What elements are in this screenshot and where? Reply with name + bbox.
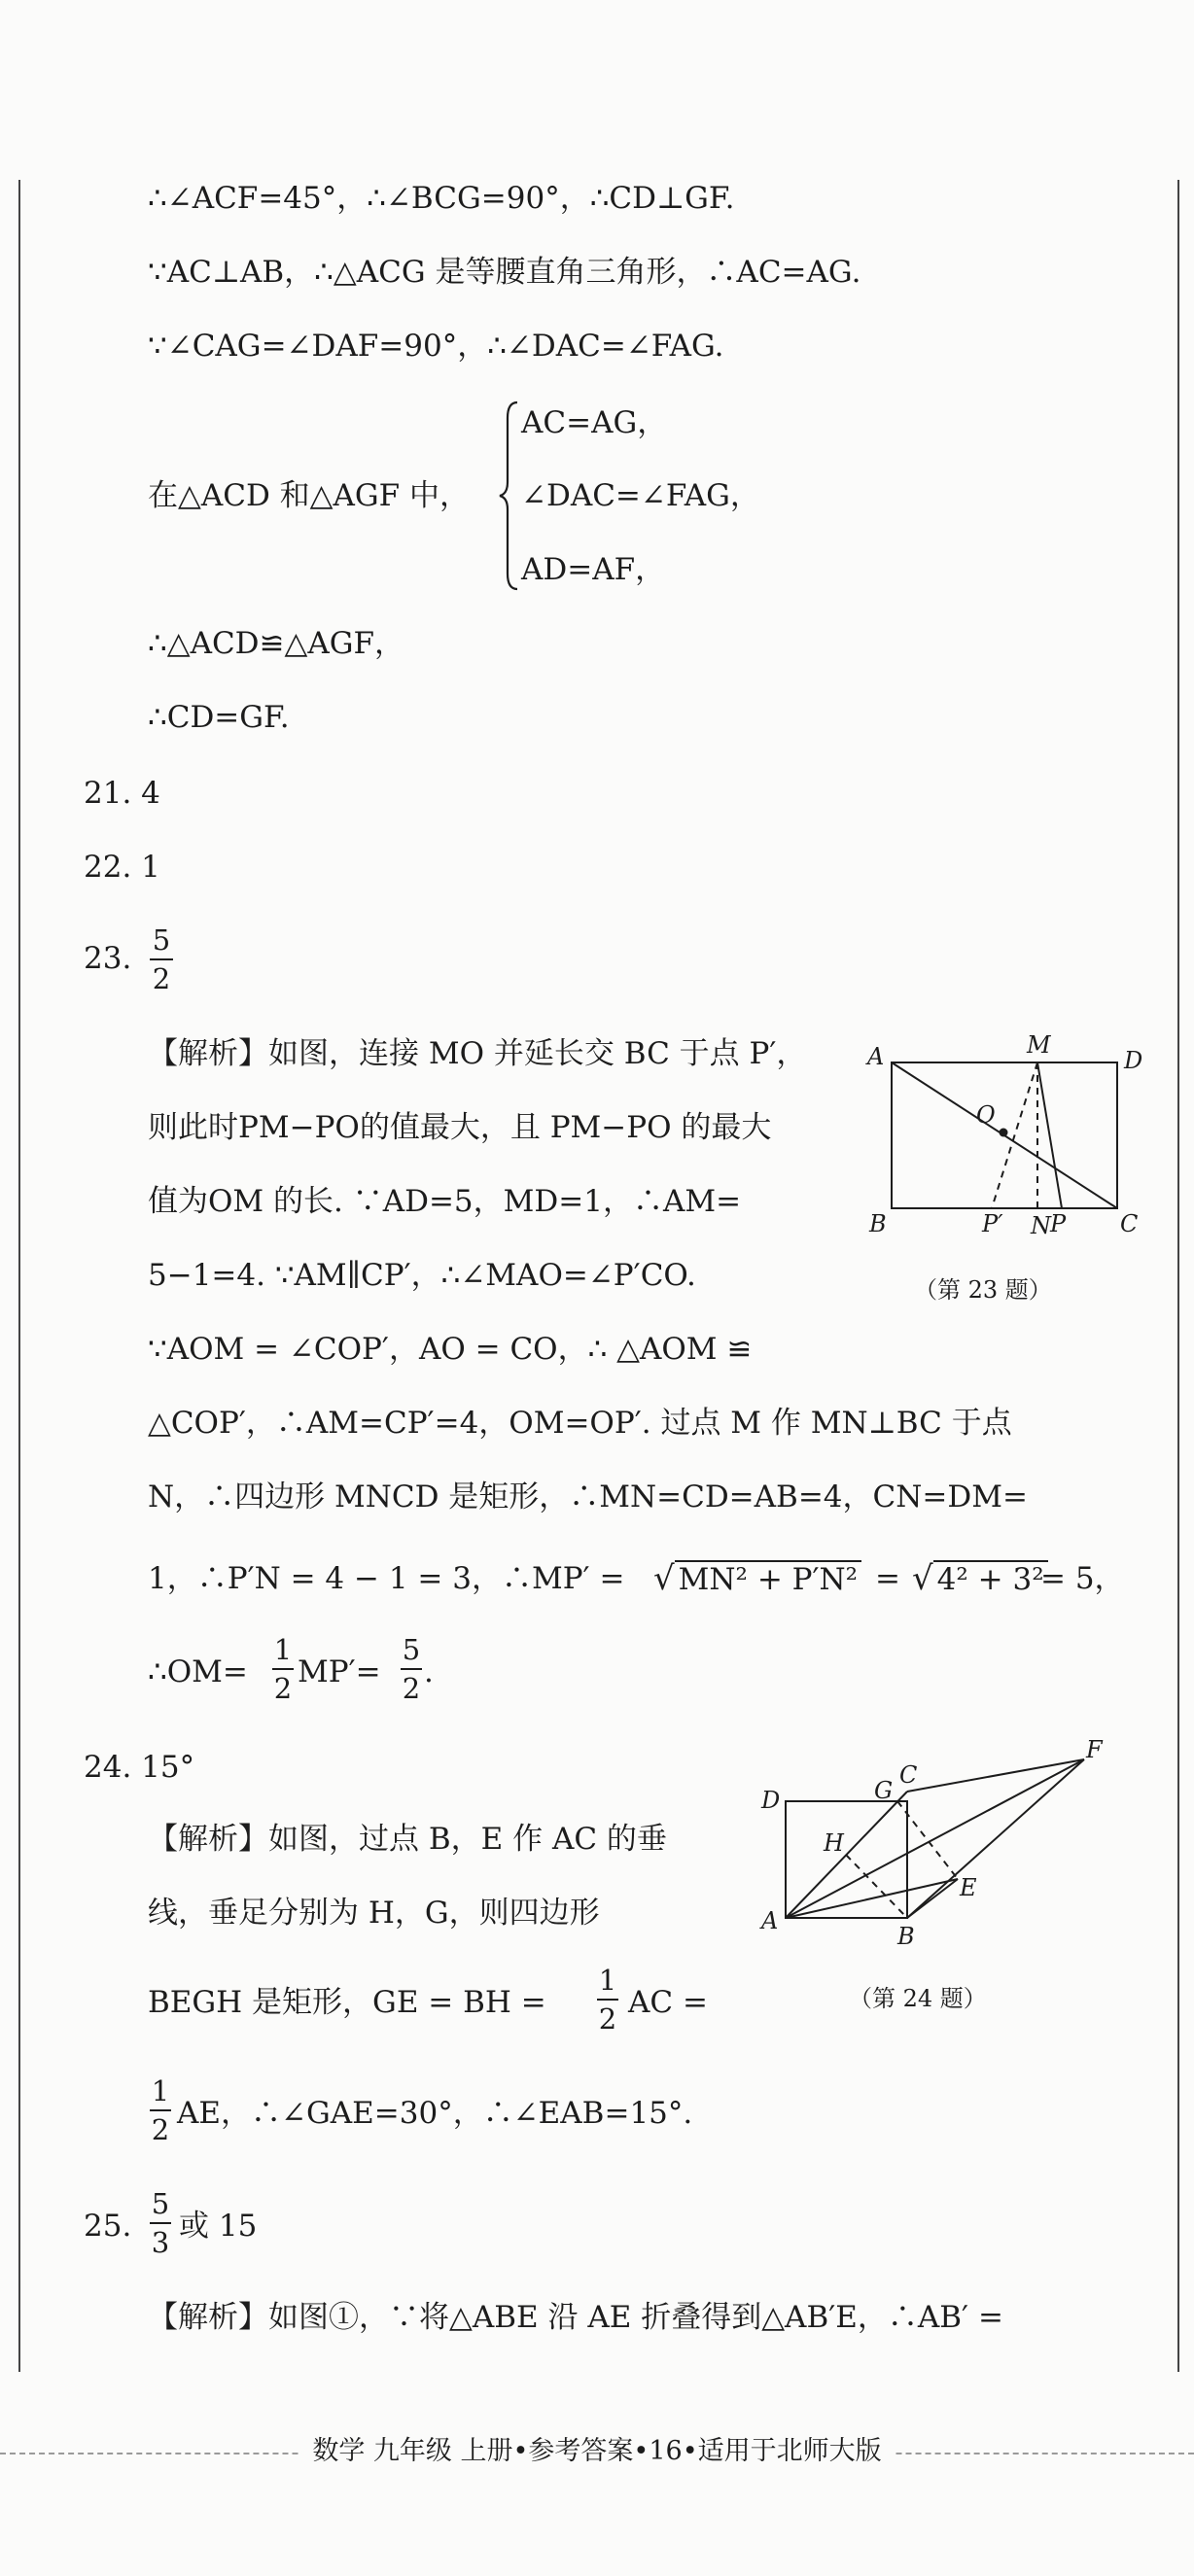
fraction-half bbox=[150, 2074, 171, 2146]
label-e: E bbox=[960, 1874, 977, 1901]
solution-23-line-2: 则此时PM−PO的值最大，且 PM−PO 的最大 bbox=[148, 1110, 772, 1145]
figure-23-caption: （第 23 题） bbox=[914, 1276, 1052, 1304]
point-o bbox=[1000, 1129, 1008, 1137]
denominator: 2 bbox=[151, 2113, 170, 2146]
numerator: 5 bbox=[151, 2187, 170, 2220]
answer-21: 21. 4 bbox=[84, 776, 160, 811]
label-h: H bbox=[824, 1829, 844, 1857]
system-prefix: 在△ACD 和△AGF 中， bbox=[148, 478, 471, 513]
brace-icon bbox=[498, 399, 521, 593]
label-d: D bbox=[761, 1787, 781, 1814]
solution-24-line-3a: BEGH 是矩形，GE = BH = bbox=[148, 1985, 546, 2020]
label-a: A bbox=[761, 1907, 779, 1934]
solution-24-line-3b: AC = bbox=[628, 1985, 708, 2020]
numerator: 5 bbox=[402, 1633, 421, 1666]
equals-sign: = bbox=[875, 1561, 900, 1596]
label-b: B bbox=[869, 1210, 887, 1237]
fraction-five-halves bbox=[401, 1633, 422, 1705]
solution-23-line-8a: 1，∴P′N = 4 − 1 = 3，∴MP′ = bbox=[148, 1561, 625, 1596]
system-line-1: AC=AG， bbox=[521, 405, 668, 440]
text-line-6: ∴CD=GF. bbox=[148, 700, 290, 735]
sqrt-expression-2: √ 4² + 3² bbox=[912, 1559, 1048, 1599]
answer-25-fraction bbox=[150, 2187, 171, 2259]
label-b: B bbox=[897, 1923, 915, 1950]
sqrt-expression-1: √ MN² + P′N² bbox=[653, 1559, 861, 1599]
solution-23-line-6: △COP′，∴AM=CP′=4，OM=OP′. 过点 M 作 MN⊥BC 于点 bbox=[148, 1406, 1012, 1441]
answer-25-text: 或 15 bbox=[179, 2209, 258, 2244]
solution-25-line-1: 【解析】如图①，∵将△ABE 沿 AE 折叠得到△AB′E，∴AB′ = bbox=[148, 2300, 1003, 2335]
solution-23-line-9a: ∴OM= bbox=[148, 1654, 248, 1689]
label-m: M bbox=[1027, 1031, 1051, 1059]
text-line-5: ∴△ACD≌△AGF， bbox=[148, 626, 404, 661]
answer-24: 24. 15° bbox=[84, 1750, 195, 1785]
denominator: 2 bbox=[273, 1672, 293, 1705]
numerator: 1 bbox=[598, 1964, 617, 1997]
text-line-3: ∵∠CAG=∠DAF=90°，∴∠DAC=∠FAG. bbox=[148, 329, 724, 364]
numerator: 1 bbox=[151, 2074, 170, 2107]
label-o: O bbox=[976, 1101, 996, 1129]
solution-24-line-2: 线，垂足分别为 H，G，则四边形 bbox=[148, 1896, 600, 1931]
radicand-2: 4² + 3² bbox=[933, 1560, 1048, 1597]
answer-22: 22. 1 bbox=[84, 850, 160, 885]
answer-23-number: 23. bbox=[84, 941, 132, 976]
solution-23-line-5: ∵AOM = ∠COP′，AO = CO，∴ △AOM ≌ bbox=[148, 1332, 753, 1367]
system-line-2: ∠DAC=∠FAG， bbox=[521, 478, 760, 513]
label-c: C bbox=[1120, 1210, 1139, 1237]
fraction-half bbox=[272, 1633, 294, 1705]
solution-24-line-1: 【解析】如图，过点 B，E 作 AC 的垂 bbox=[148, 1822, 667, 1857]
solution-23-line-4: 5−1=4. ∵AM∥CP′，∴∠MAO=∠P′CO. bbox=[148, 1258, 696, 1293]
page-footer bbox=[0, 2434, 1194, 2469]
figure-24 bbox=[754, 1740, 1123, 2022]
label-d: D bbox=[1124, 1047, 1143, 1074]
label-n: N bbox=[1031, 1212, 1051, 1239]
solution-23-line-9b: MP′= bbox=[298, 1654, 381, 1689]
label-g: G bbox=[874, 1777, 894, 1804]
numerator: 5 bbox=[152, 923, 171, 957]
solution-23-line-8e: = 5， bbox=[1040, 1561, 1125, 1596]
solution-23-line-1: 【解析】如图，连接 MO 并延长交 BC 于点 P′， bbox=[148, 1036, 807, 1071]
page-border-right bbox=[1177, 180, 1179, 2372]
denominator: 2 bbox=[598, 2002, 617, 2036]
figure-24-caption: （第 24 题） bbox=[849, 1985, 987, 2012]
solution-23-line-9c: . bbox=[424, 1654, 434, 1689]
denominator: 3 bbox=[151, 2226, 170, 2259]
page-border-left bbox=[18, 180, 20, 2372]
answer-23-fraction bbox=[150, 923, 173, 995]
label-a: A bbox=[867, 1043, 885, 1070]
label-p: P bbox=[1050, 1210, 1067, 1237]
solution-23-line-7: N，∴四边形 MNCD 是矩形，∴MN=CD=AB=4，CN=DM= bbox=[148, 1479, 1028, 1514]
numerator: 1 bbox=[273, 1633, 293, 1666]
label-p-prime: P′ bbox=[982, 1210, 1003, 1237]
solution-24-line-4: AE，∴∠GAE=30°，∴∠EAB=15°. bbox=[177, 2096, 693, 2131]
denominator: 2 bbox=[152, 962, 171, 995]
answer-25-number: 25. bbox=[84, 2209, 132, 2244]
solution-23-line-3: 值为OM 的长. ∵AD=5，MD=1，∴AM= bbox=[148, 1184, 742, 1219]
label-f: F bbox=[1086, 1740, 1103, 1763]
system-line-3: AD=AF， bbox=[521, 552, 666, 587]
fraction-half bbox=[597, 1964, 618, 2036]
denominator: 2 bbox=[402, 1672, 421, 1705]
radicand-1: MN² + P′N² bbox=[675, 1560, 861, 1597]
text-line-2: ∵AC⊥AB，∴△ACG 是等腰直角三角形，∴AC=AG. bbox=[148, 255, 861, 290]
figure-23 bbox=[856, 1026, 1176, 1317]
label-c: C bbox=[899, 1761, 918, 1789]
text-line-1: ∴∠ACF=45°，∴∠BCG=90°，∴CD⊥GF. bbox=[148, 181, 735, 216]
footer-label: 数学 九年级 上册•参考答案•16•适用于北师大版 bbox=[298, 2436, 895, 2466]
